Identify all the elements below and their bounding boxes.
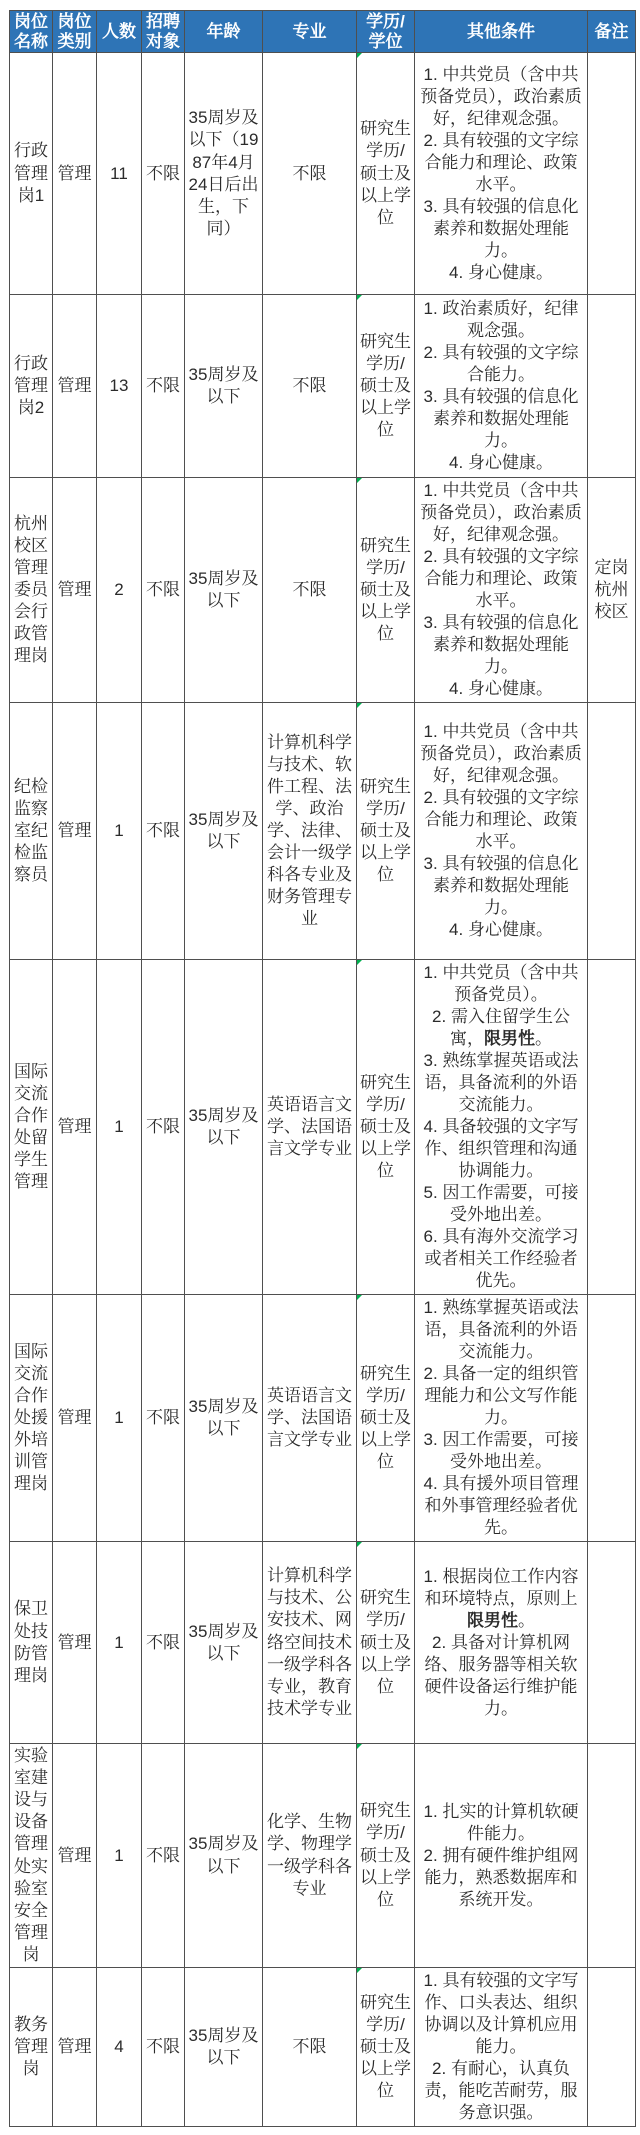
cell-major: 计算机科学与技术、软件工程、法学、政治学、法律、会计一级学科各专业及财务管理专业: [263, 703, 357, 960]
cell-age: 35周岁及以下: [185, 1968, 263, 2127]
table-row: [10, 1542, 636, 1744]
column-header-degree: 学历/学位: [357, 11, 415, 53]
table-body: [10, 53, 636, 2127]
cell-name: 杭州校区管理委员会行政管理岗: [10, 478, 53, 703]
cell-conditions: [415, 960, 588, 1295]
cell-age: 35周岁及以下: [185, 478, 263, 703]
condition-item: 2. 具备一定的组织管理能力和公文写作能力。: [423, 1364, 579, 1428]
cell-target: 不限: [142, 1968, 185, 2127]
cell-conditions: [415, 53, 588, 295]
table-row: [10, 1295, 636, 1542]
header-row: [10, 11, 636, 53]
cell-major: 不限: [263, 478, 357, 703]
cell-degree: 研究生学历/硕士及以上学位: [357, 703, 415, 960]
condition-item: 2. 拥有硬件维护组网能力，熟悉数据库和系统开发。: [423, 1845, 579, 1909]
job-positions-table: [9, 10, 636, 2127]
cell-conditions: [415, 295, 588, 478]
cell-count: 1: [97, 703, 142, 960]
column-header-name: 岗位名称: [10, 11, 53, 53]
cell-note: [588, 1295, 636, 1542]
condition-item: 1. 扎实的计算机软硬件能力。: [423, 1801, 579, 1843]
column-header-major: 专业: [263, 11, 357, 53]
condition-item: 1. 中共党员（含中共预备党员），政治素质好，纪律观念强。: [420, 64, 582, 128]
condition-item: 3. 具有较强的信息化素养和数据处理能力。: [423, 387, 579, 451]
condition-item: 1. 根据岗位工作内容和环境特点，原则上限男性。: [423, 1566, 579, 1630]
condition-item: 3. 具有较强的信息化素养和数据处理能力。: [423, 196, 579, 260]
cell-conditions: [415, 703, 588, 960]
cell-target: 不限: [142, 960, 185, 1295]
column-header-conditions: 其他条件: [415, 11, 588, 53]
condition-item: 3. 熟练掌握英语或法语，具备流利的外语交流能力。: [423, 1051, 579, 1115]
cell-degree: 研究生学历/硕士及以上学位: [357, 960, 415, 1295]
cell-conditions: [415, 478, 588, 703]
table-header: [10, 11, 636, 53]
cell-note: [588, 1968, 636, 2127]
condition-item: 2. 具有较强的文字综合能力和理论、政策水平。: [423, 788, 579, 852]
cell-count: 11: [97, 53, 142, 295]
table-row: [10, 1744, 636, 1968]
condition-item: 4. 身心健康。: [449, 453, 553, 473]
cell-category: 管理: [53, 1295, 97, 1542]
condition-item: 2. 具有较强的文字综合能力和理论、政策水平。: [423, 130, 579, 194]
cell-count: 1: [97, 1542, 142, 1744]
condition-item: 2. 具备对计算机网络、服务器等相关软硬件设备运行维护能力。: [424, 1632, 578, 1718]
cell-name: 国际交流合作处留学生管理: [10, 960, 53, 1295]
condition-item: 1. 中共党员（含中共预备党员），政治素质好，纪律观念强。: [420, 722, 582, 786]
cell-note: [588, 53, 636, 295]
cell-name: 教务管理岗: [10, 1968, 53, 2127]
table-row: [10, 478, 636, 703]
cell-note: [588, 295, 636, 478]
cell-degree: 研究生学历/硕士及以上学位: [357, 295, 415, 478]
cell-count: 4: [97, 1968, 142, 2127]
cell-major: 英语语言文学、法国语言文学专业: [263, 960, 357, 1295]
cell-count: 1: [97, 1295, 142, 1542]
column-header-category: 岗位类别: [53, 11, 97, 53]
cell-category: 管理: [53, 960, 97, 1295]
condition-item: 3. 因工作需要，可接受外地出差。: [423, 1430, 579, 1472]
cell-major: 不限: [263, 53, 357, 295]
cell-major: 化学、生物学、物理学一级学科各专业: [263, 1744, 357, 1968]
cell-degree: 研究生学历/硕士及以上学位: [357, 1744, 415, 1968]
cell-name: 纪检监察室纪检监察员: [10, 703, 53, 960]
cell-degree: 研究生学历/硕士及以上学位: [357, 53, 415, 295]
cell-degree: 研究生学历/硕士及以上学位: [357, 1295, 415, 1542]
cell-major: 计算机科学与技术、公安技术、网络空间技术一级学科各专业，教育技术学专业: [263, 1542, 357, 1744]
cell-age: 35周岁及以下: [185, 1542, 263, 1744]
cell-category: 管理: [53, 1542, 97, 1744]
cell-target: 不限: [142, 1744, 185, 1968]
cell-major: 不限: [263, 295, 357, 478]
condition-item: 4. 身心健康。: [449, 920, 553, 940]
cell-count: 1: [97, 1744, 142, 1968]
cell-note: [588, 1744, 636, 1968]
cell-age: 35周岁及以下: [185, 703, 263, 960]
cell-category: 管理: [53, 295, 97, 478]
cell-target: 不限: [142, 53, 185, 295]
condition-item: 2. 具有较强的文字综合能力。: [423, 343, 579, 385]
cell-target: 不限: [142, 1542, 185, 1744]
cell-degree: 研究生学历/硕士及以上学位: [357, 478, 415, 703]
condition-item: 3. 具有较强的信息化素养和数据处理能力。: [423, 854, 579, 918]
cell-age: 35周岁及以下（1987年4月24日后出生，下同）: [185, 53, 263, 295]
condition-item: 4. 具有援外项目管理和外事管理经验者优先。: [423, 1474, 579, 1538]
column-header-note: 备注: [588, 11, 636, 53]
cell-degree: 研究生学历/硕士及以上学位: [357, 1542, 415, 1744]
cell-category: 管理: [53, 478, 97, 703]
cell-target: 不限: [142, 295, 185, 478]
condition-item: 1. 政治素质好，纪律观念强。: [423, 299, 579, 341]
cell-count: 1: [97, 960, 142, 1295]
cell-age: 35周岁及以下: [185, 1744, 263, 1968]
cell-major: 英语语言文学、法国语言文学专业: [263, 1295, 357, 1542]
condition-item: 1. 中共党员（含中共预备党员），政治素质好，纪律观念强。: [420, 481, 582, 545]
column-header-count: 人数: [97, 11, 142, 53]
cell-name: 保卫处技防管理岗: [10, 1542, 53, 1744]
cell-category: 管理: [53, 1968, 97, 2127]
condition-item: 1. 中共党员（含中共预备党员）。: [423, 963, 579, 1005]
column-header-age: 年龄: [185, 11, 263, 53]
cell-age: 35周岁及以下: [185, 1295, 263, 1542]
cell-target: 不限: [142, 478, 185, 703]
cell-conditions: [415, 1542, 588, 1744]
cell-age: 35周岁及以下: [185, 960, 263, 1295]
cell-note: [588, 1542, 636, 1744]
condition-item: 6. 具有海外交流学习或者相关工作经验者优先。: [423, 1227, 579, 1291]
cell-name: 行政管理岗2: [10, 295, 53, 478]
condition-item: 1. 具有较强的文字写作、口头表达、组织协调以及计算机应用能力。: [423, 1971, 579, 2057]
condition-item: 4. 具备较强的文字写作、组织管理和沟通协调能力。: [423, 1117, 579, 1181]
column-header-target: 招聘对象: [142, 11, 185, 53]
cell-name: 行政管理岗1: [10, 53, 53, 295]
cell-note: [588, 960, 636, 1295]
cell-count: 13: [97, 295, 142, 478]
cell-age: 35周岁及以下: [185, 295, 263, 478]
table-row: [10, 53, 636, 295]
condition-item: 2. 有耐心，认真负责，能吃苦耐劳，服务意识强。: [424, 2059, 578, 2123]
cell-degree: 研究生学历/硕士及以上学位: [357, 1968, 415, 2127]
cell-conditions: [415, 1295, 588, 1542]
cell-count: 2: [97, 478, 142, 703]
condition-item: 3. 具有较强的信息化素养和数据处理能力。: [423, 613, 579, 677]
condition-item: 1. 熟练掌握英语或法语，具备流利的外语交流能力。: [423, 1298, 579, 1362]
cell-conditions: [415, 1744, 588, 1968]
cell-category: 管理: [53, 703, 97, 960]
cell-note: 定岗杭州校区: [588, 478, 636, 703]
table-row: [10, 295, 636, 478]
table-row: [10, 960, 636, 1295]
condition-item: 5. 因工作需要，可接受外地出差。: [423, 1183, 579, 1225]
cell-conditions: [415, 1968, 588, 2127]
cell-note: [588, 703, 636, 960]
condition-item: 4. 身心健康。: [449, 679, 553, 699]
cell-category: 管理: [53, 1744, 97, 1968]
cell-major: 不限: [263, 1968, 357, 2127]
table-row: [10, 703, 636, 960]
cell-category: 管理: [53, 53, 97, 295]
table-row: [10, 1968, 636, 2127]
cell-target: 不限: [142, 1295, 185, 1542]
cell-target: 不限: [142, 703, 185, 960]
condition-item: 2. 具有较强的文字综合能力和理论、政策水平。: [423, 547, 579, 611]
cell-name: 实验室建设与设备管理处实验室安全管理岗: [10, 1744, 53, 1968]
condition-item: 2. 需入住留学生公寓，限男性。: [432, 1007, 570, 1049]
condition-item: 4. 身心健康。: [449, 262, 553, 282]
cell-name: 国际交流合作处援外培训管理岗: [10, 1295, 53, 1542]
